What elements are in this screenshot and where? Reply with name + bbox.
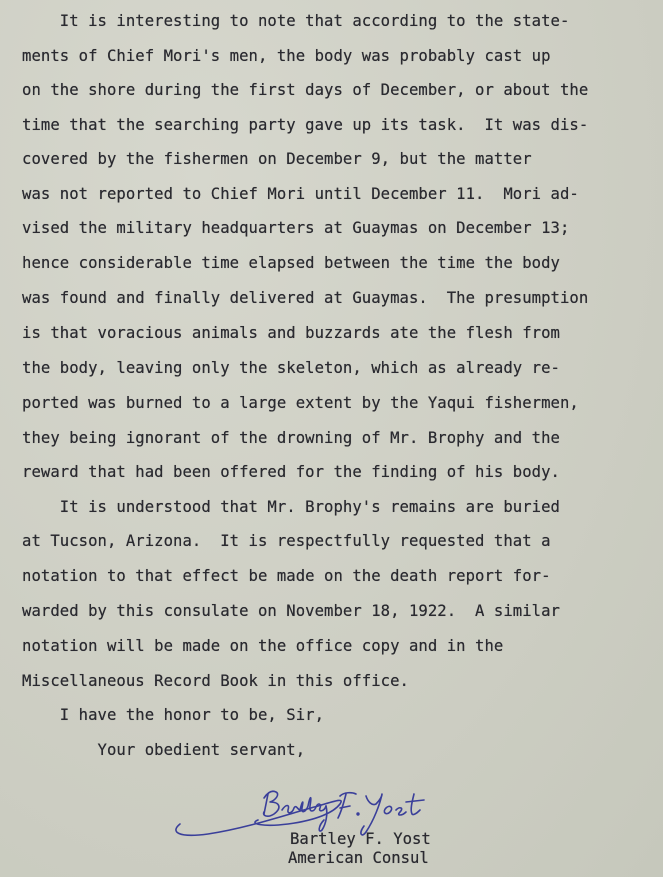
text-line: reward that had been offered for the finding of his body. bbox=[22, 463, 560, 481]
text-line: notation to that effect be made on the death report for- bbox=[22, 567, 551, 585]
text-line: ments of Chief Mori's men, the body was probably cast up bbox=[22, 47, 551, 65]
text-line: I have the honor to be, Sir, bbox=[22, 706, 325, 724]
text-line: Your obedient servant, bbox=[22, 741, 306, 759]
signer-title: American Consul bbox=[288, 849, 429, 867]
text-line: time that the searching party gave up its task. It was dis- bbox=[22, 116, 589, 134]
text-line: the body, leaving only the skeleton, which as already re- bbox=[22, 359, 560, 377]
text-line: warded by this consulate on November 18, 1922. A similar bbox=[22, 602, 560, 620]
text-line: on the shore during the first days of December, or about the bbox=[22, 81, 589, 99]
text-line: at Tucson, Arizona. It is respectfully requested that a bbox=[22, 532, 551, 550]
text-line: It is understood that Mr. Brophy's remains are buried bbox=[22, 498, 560, 516]
text-line: was not reported to Chief Mori until December 11. Mori ad- bbox=[22, 185, 579, 203]
signer-name: Bartley F. Yost bbox=[290, 830, 431, 848]
text-line: Miscellaneous Record Book in this office. bbox=[22, 672, 409, 690]
text-line: vised the military headquarters at Guaymas on December 13; bbox=[22, 219, 570, 237]
text-line: covered by the fishermen on December 9, but the matter bbox=[22, 150, 532, 168]
text-line: ported was burned to a large extent by the Yaqui fishermen, bbox=[22, 394, 579, 412]
text-line: notation will be made on the office copy and in the bbox=[22, 637, 504, 655]
text-line: they being ignorant of the drowning of Mr. Brophy and the bbox=[22, 429, 560, 447]
text-line: It is interesting to note that according to the state- bbox=[22, 12, 570, 30]
signature-block bbox=[168, 780, 508, 867]
text-line: is that voracious animals and buzzards ate the flesh from bbox=[22, 324, 560, 342]
text-line: hence considerable time elapsed between the time the body bbox=[22, 254, 560, 272]
text-line: was found and finally delivered at Guaymas. The presumption bbox=[22, 289, 589, 307]
